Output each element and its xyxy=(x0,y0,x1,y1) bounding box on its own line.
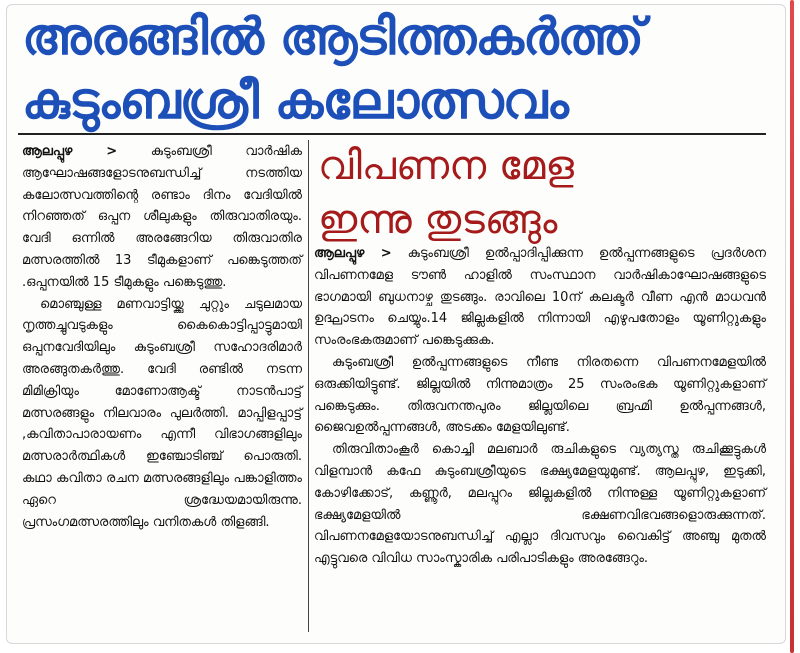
headline-line-1: അരങ്ങിൽ ആടിത്തകർത്ത് xyxy=(22,8,644,67)
left-paragraph-1-text: കുടുംബശ്രീ വാർഷിക ആഘോഷങ്ങളോടനുബന്ധിച്ച് നടത്തിയ കലോത്സവത്തിന്റെ രണ്ടാം ദിനം വേദിയിൽ നിറഞ്ഞത് ഒപ്പന ശീലുകളും തിരുവാതിരയും. വേദി ഒന്നിൽ അരങ്ങേറിയ തിരുവാതിര മത്സരത്തിൽ 13 ടീമുകളാണ് പങ്കെടുത്തത് .ഒപ്പനയിൽ 15 ടീമുകളും പങ്കെടുത്തു. xyxy=(22,144,302,290)
clipping-edge xyxy=(790,0,794,653)
subhead-line-1: വിപണന മേള xyxy=(318,143,574,189)
headline-divider xyxy=(18,133,766,135)
right-subheadline xyxy=(318,139,678,247)
column-divider xyxy=(308,140,309,632)
right-article xyxy=(314,243,766,570)
main-headline xyxy=(22,6,762,134)
left-article-paragraph-2: മൊഞ്ചുള്ള മണവാട്ടിയ്ക്കു ചുറ്റും ചടുലമായ നൃത്തച്ചുവടുകളും കൈകൊട്ടിപ്പാട്ടുമായി ഒപ്പനവേദിയിലും കുടുംബശ്രീ സഹോദരിമാർ അരങ്ങുതകർത്തു. വേദി രണ്ടിൽ നടന്ന മിമിക്രിയും മോണോആക്ട് നാടൻപാട്ട് മത്സരങ്ങളും നിലവാരം പുലർത്തി. മാപ്പിളപ്പാട്ട് ,കവിതാപാരായണം എന്നീ വിഭാഗങ്ങളിലും മത്സരാർത്ഥികൾ ഇഞ്ചോടിഞ്ച് പൊരുതി. കഥാ കവിതാ രചന മത്സരങ്ങളിലും പങ്കാളിത്തം ഏറെ ശ്രദ്ധേയമായിരുന്നു. പ്രസംഗമത്സരത്തിലും വനിതകൾ തിളങ്ങി. xyxy=(22,296,302,530)
subhead-line-2: ഇന്നു തുടങ്ങും xyxy=(318,197,558,243)
headline-line-2: കുടുംബശ്രീ കലോത്സവം xyxy=(22,72,568,131)
right-dateline: ആലപ്പുഴ > xyxy=(314,246,392,261)
left-article xyxy=(22,141,302,533)
right-article-paragraph-1 xyxy=(314,243,766,352)
left-dateline: ആലപ്പുഴ > xyxy=(22,144,118,159)
right-article-paragraph-2: കുടുംബശ്രീ ഉൽപ്പന്നങ്ങളുടെ നീണ്ട നിരതന്നെ വിപണനമേളയിൽ ഒരുക്കിയിട്ടുണ്ട്. ജില്ലയിൽ നിന്നുമാത്രം 25 സംരംഭക യൂണിറ്റുകളാണ് പങ്കെടുക്കും. തിരുവനന്തപുരം ജില്ലയിലെ ബ്രഹ്മി ഉൽപ്പന്നങ്ങൾ, ജൈവഉൽപ്പന്നങ്ങൾ, അടക്കം മേളയിലുണ്ട്. xyxy=(314,354,766,436)
right-paragraph-1-text: കുടുംബശ്രീ ഉൽപ്പാദിപ്പിക്കുന്ന ഉൽപ്പന്നങ്ങളുടെ പ്രദർശന വിപണനമേള ടൗൺ ഹാളിൽ സംസ്ഥാന വാർഷികാഘോഷങ്ങളുടെ ഭാഗമായി ബുധനാഴ്ച തുടങ്ങും. രാവിലെ 10ന് കലക്ടർ വീണ എൻ മാധവൻ ഉദ്ഘാടനം ചെയ്യും.14 ജില്ലകളിൽ നിന്നായി എഴുപതോളം യൂണിറ്റുകളും സംരംഭകരുമാണ് പങ്കെടുക്കുക. xyxy=(314,246,766,349)
left-article-paragraph-1 xyxy=(22,141,302,294)
right-article-paragraph-3: തിരുവിതാംകൂർ കൊച്ചി മലബാർ രുചികളുടെ വ്യത്യസ്ത രുചിക്കൂട്ടുകൾ വിളമ്പാൻ കഫേ കുടുംബശ്രീയുടെ ഭക്ഷ്യമേളയുമുണ്ട്. ആലപ്പുഴ, ഇടുക്കി, കോഴിക്കോട്, കണ്ണൂർ, മലപ്പുറം ജില്ലകളിൽ നിന്നുള്ള യൂണിറ്റുകളാണ് ഭക്ഷ്യമേളയിൽ ഭക്ഷണവിഭവങ്ങളൊരുക്കുന്നത്. വിപണനമേളയോടനുബന്ധിച്ച് എല്ലാ ദിവസവും വൈകിട്ട് അഞ്ചു മുതൽ എട്ടുവരെ വിവിധ സാംസ്കാരിക പരിപാടികളും അരങ്ങേറും. xyxy=(314,442,766,567)
